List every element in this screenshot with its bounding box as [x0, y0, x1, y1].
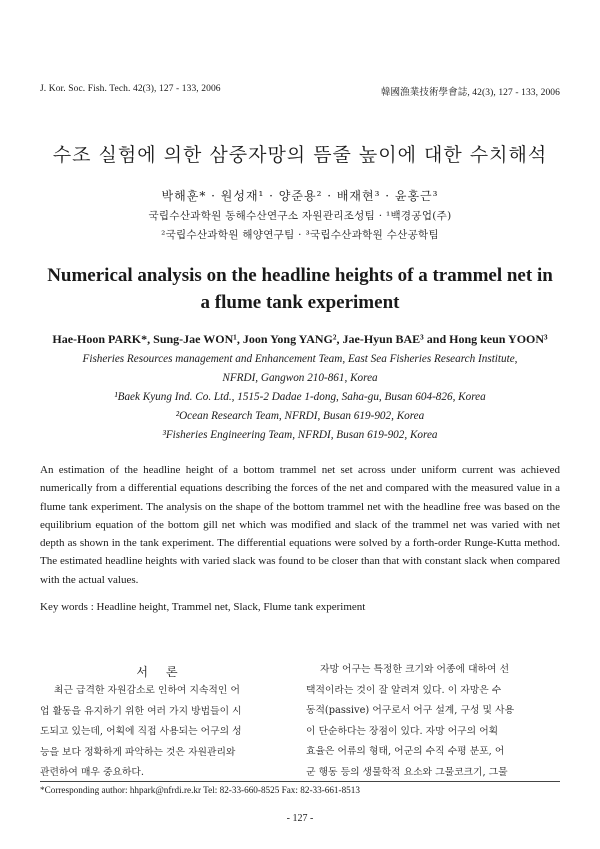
body-line: 도되고 있는데, 어획에 직접 사용되는 어구의 성 [40, 726, 242, 737]
section-title-introduction: 서론 [136, 665, 196, 679]
body-line: 동적(passive) 어구로서 어구 설계, 구성 및 사용 [306, 705, 515, 716]
abstract: An estimation of the headline height of a bottom trammel net set across under uniform current was achieved numerically from a differential equations describing the forces of the net and compared with the measured value in a flume tank experiment. The analysis on the shape of the bottom trammel net with the headline free was based on the equilibrium equation of the bottom gill net which was modified and slack of the trammel net was varied with net depth as shown in the tank experiment. The differential equations were solved by a forth-order Runge-Kutta method. The estimated headline heights with varied slack was found to be closer than that with constant slack when compared with the actual values. [40, 464, 560, 586]
body-line: 능을 보다 정확하게 파악하는 것은 자원관리와 [40, 746, 236, 758]
body-line: 자망 어구는 특정한 크기와 어종에 대하여 선 [320, 664, 510, 675]
journal-citation-right: 韓國漁業技術學會誌, 42(3), 127 - 133, 2006 [380, 88, 560, 98]
english-title [40, 262, 560, 316]
korean-authors: 박해훈* · 원성재¹ · 양준용² · 배재현³ · 윤홍근³ [161, 189, 439, 203]
english-authors: Hae-Hoon PARK*, Sung-Jae WON¹, Joon Yong YANG², Jae-Hyun BAE³ and Hong keun YOON³ [52, 332, 548, 346]
english-title-line-1: Numerical analysis on the headline heights of a trammel net in [47, 265, 553, 286]
korean-affiliation-2: ²국립수산과학원 해양연구팀 · ³국립수산과학원 수산공학팀 [161, 229, 439, 241]
body-line: 최근 급격한 자원감소로 인하여 지속적인 어 [54, 685, 240, 696]
english-affiliation: ³Fisheries Engineering Team, NFRDI, Busan 619-902, Korea [162, 429, 438, 441]
corresponding-author-footnote: *Corresponding author: hhpark@nfrdi.re.kr Tel: 82-33-660-8525 Fax: 82-33-661-8513 [40, 785, 360, 795]
body-line: 업 활동을 유지하기 위한 여러 가지 방법들이 시 [40, 705, 242, 717]
body-line: 택적이라는 것이 잘 알려져 있다. 이 자망은 수 [306, 684, 502, 696]
body-line: 이 단순하다는 장점이 있다. 자망 어구의 어획 [306, 725, 499, 737]
english-title-line-2: a flume tank experiment [200, 292, 400, 313]
intro-right-column [306, 660, 560, 783]
page-number: - 127 - [286, 813, 314, 824]
body-line: 효율은 어류의 형태, 어군의 수직 수평 분포, 어 [306, 746, 505, 757]
english-affiliation: NFRDI, Gangwon 210-861, Korea [222, 372, 378, 384]
english-affiliation: ²Ocean Research Team, NFRDI, Busan 619-902, Korea [175, 410, 425, 422]
intro-left-column [40, 681, 292, 784]
body-line: 관련하여 매우 중요하다. [40, 767, 144, 778]
journal-citation-left: J. Kor. Soc. Fish. Tech. 42(3), 127 - 133, 2006 [40, 84, 221, 94]
english-affiliation: Fisheries Resources management and Enhancement Team, East Sea Fisheries Research Institute, [82, 353, 518, 365]
korean-title: 수조 실험에 의한 삼중자망의 뜸줄 높이에 대한 수치해석 [52, 144, 548, 166]
keywords: Key words : Headline height, Trammel net, Slack, Flume tank experiment [40, 601, 366, 613]
body-line: 군 행동 등의 생물학적 요소와 그물코크기, 그물 [306, 766, 508, 778]
korean-affiliation-1: 국립수산과학원 동해수산연구소 자원관리조성팀 · ¹백경공업(주) [148, 210, 452, 222]
footnote-divider [40, 781, 560, 782]
english-affiliation: ¹Baek Kyung Ind. Co. Ltd., 1515-2 Dadae 1-dong, Saha-gu, Busan 604-826, Korea [114, 391, 486, 403]
